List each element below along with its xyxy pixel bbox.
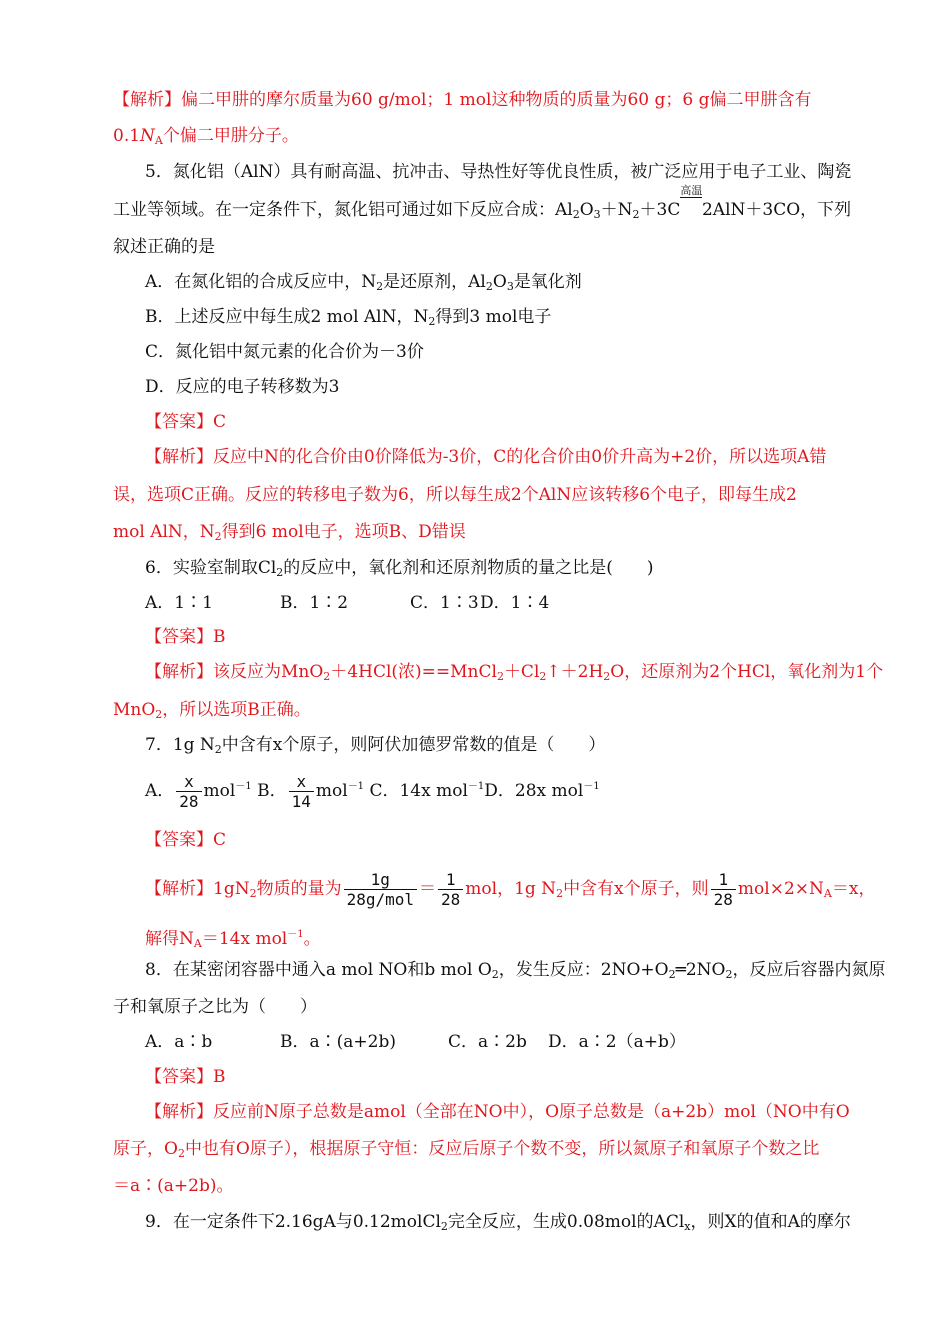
q4-explanation-line1: 【解析】偏二甲肼的摩尔质量为60 g/mol；1 mol这种物质的质量为60 g；6 g偏二甲肼含有 [113,90,812,110]
q5-stem-line2: 工业等领域。在一定条件下，氮化铝可通过如下反应合成：$Al_2O_3+N_2+3C$ 高温 ​ 2AlN＋3CO，下列 [113,184,852,221]
q5-option-b: B．上述反应中每生成2 mol AlN，$N_2$得到3 mol电子 [145,307,552,328]
q5-option-a: A．在氮化铝的合成反应中，$N_2$是还原剂，$Al_2O_3$是氧化剂 [145,272,582,293]
q5-stem-line3: 叙述正确的是 [113,237,215,257]
q5-option-d: D．反应的电子转移数为3 [145,377,340,397]
q5-explanation-line1: 【解析】反应中N的化合价由0价降低为-3价，C的化合价由0价升高为+2价，所以选项A错 [145,447,827,467]
q5-stem-line1: 5．氮化铝（AlN）具有耐高温、抗冲击、导热性好等优良性质，被广泛应用于电子工业、陶瓷 [145,162,852,182]
q7-option-c: C．14x mol$^{-1}$ [369,781,485,801]
q6-explanation-line2: MnO$_2$，所以选项B正确。 [113,700,311,721]
q8-option-d: D．a∶2（a+b） [548,1032,686,1052]
q7-option-d: D．28x mol$^{-1}$ [484,781,600,801]
q8-answer: 【答案】B [145,1067,226,1087]
q7-answer: 【答案】C [145,830,227,850]
q7-fraction-one-28-second: $\frac{1}{28}$ [711,870,736,909]
q6-option-c: C．1∶3 [410,593,479,613]
q8-explanation-line1: 【解析】反应前N原子总数是amol（全部在NO中），O原子总数是（a+2b）mol（NO中有O [145,1102,850,1122]
q8-option-a: A．a∶b [145,1032,213,1052]
q6-option-b: B．1∶2 [280,593,349,613]
q8-stem-line2: 子和氧原子之比为（ ） [113,997,317,1017]
q8-explanation-line3: ＝a∶(a+2b)。 [113,1176,234,1196]
q7-option-b-fraction: $\frac{x}{14}$ [289,772,314,811]
q7-fraction-mass-over-molar: $\frac{1g}{\text{28g/mol}}$ [344,870,417,909]
q5-explanation-line3: mol AlN，$N_2$得到6 mol电子，选项B、D错误 [113,522,466,543]
q8-option-c: C．a∶2b [448,1032,527,1052]
q7-option-a: A． $\frac{x}{28}$ mol$^{-1}$ [145,772,252,811]
q6-option-a: A．1∶1 [145,593,213,613]
q7-fraction-one-28: $\frac{1}{28}$ [438,870,463,909]
q7-option-b: B． $\frac{x}{14}$ mol$^{-1}$ [257,772,365,811]
q8-stem-line1: 8．在某密闭容器中通入a mol NO和b mol $O_2$，发生反应：$2NO+O_2═2NO_2$，反应后容器内氮原 [145,960,886,981]
q7-option-a-fraction: $\frac{x}{28}$ [176,772,201,811]
q6-option-d: D．1∶4 [480,593,550,613]
q8-explanation-line2: 原子，$O_2$中也有O原子），根据原子守恒：反应后原子个数不变，所以氮原子和氧原子个数之比 [113,1139,820,1160]
q5-explanation-line2: 误，选项C正确。反应的转移电子数为6，所以每生成2个AlN应该转移6个电子，即每生成2 [113,485,797,505]
q8-options [145,1030,686,1054]
q7-explanation-line2: 解得$N_A=14x$ mol$^{-1}$。 [145,929,321,950]
q6-stem: 6．实验室制取$Cl_2$的反应中，氧化剂和还原剂物质的量之比是( ) [145,558,654,579]
q6-explanation-line1: 【解析】该反应为MnO$_2$＋4HCl(浓)$==MnCl_2+Cl_2↑+2H_2O$，还原剂为2个HCl，氧化剂为1个 [145,662,884,683]
reaction-condition: 高温 ​ [680,184,703,220]
q5-option-c: C．氮化铝中氮元素的化合价为－3价 [145,342,424,362]
q4-explanation-line2: $0.1N_A$个偏二甲肼分子。 [113,126,299,147]
q5-answer: 【答案】C [145,412,227,432]
q6-answer: 【答案】B [145,627,226,647]
q7-explanation-line1: 【解析】$1gN_2$物质的量为 $\frac{1g}{\text{28g/mol}}$ ＝ $\frac{1}{28}$ mol，1g $N_2$中含有x个原子，则 $\frac{1}{28}$ $mol\times 2\times N_A=x$， [145,870,876,909]
q8-option-b: B．a∶(a+2b) [280,1032,396,1052]
q7-stem: 7．1g $N_2$中含有x个原子，则阿伏加德罗常数的值是（ ） [145,735,606,756]
q6-options [145,591,549,615]
q9-stem-line1: 9．在一定条件下2.16gA与0.12molCl$_2$完全反应，生成0.08mol的ACl$_x$，则X的值和A的摩尔 [145,1212,851,1233]
q7-options [145,767,600,811]
